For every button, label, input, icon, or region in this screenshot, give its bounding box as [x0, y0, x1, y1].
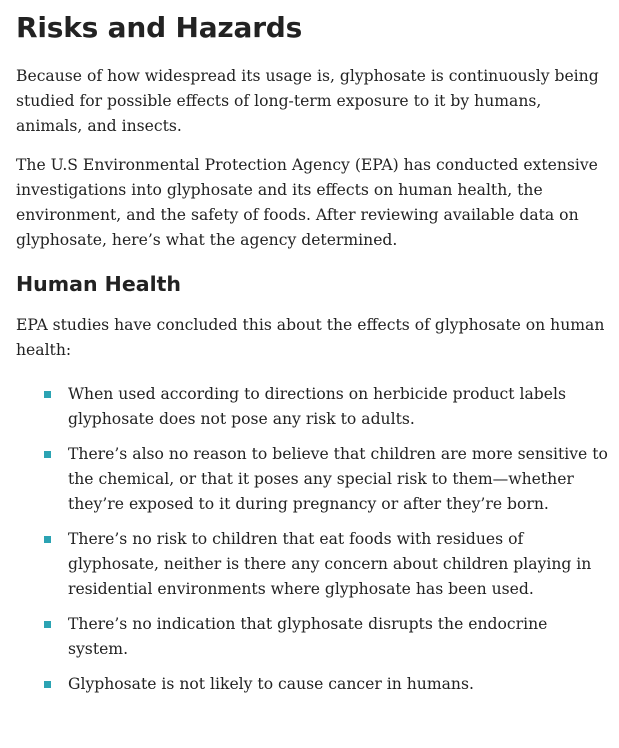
- list-item-text: There’s no indication that glyphosate disrupts the endocrine system.: [68, 615, 548, 658]
- square-bullet-icon: [44, 536, 51, 543]
- list-item-text: Glyphosate is not likely to cause cancer in humans.: [68, 675, 474, 693]
- section-heading-human-health: Human Health: [16, 272, 181, 296]
- article: [16, 0, 606, 707]
- bullet-list: [16, 382, 606, 697]
- intro-paragraph-2: The U.S Environmental Protection Agency (EPA) has conducted extensive investigations into glyphosate and its effects on human health, the environment, and the safety of foods. After reviewing available data on glyphosate, here’s what the agency determined.: [16, 156, 598, 249]
- square-bullet-icon: [44, 621, 51, 628]
- list-item-text: When used according to directions on herbicide product labels glyphosate does not pose any risk to adults.: [68, 385, 566, 428]
- list-item: [16, 382, 608, 432]
- square-bullet-icon: [44, 451, 51, 458]
- intro-paragraph-1: Because of how widespread its usage is, glyphosate is continuously being studied for possible effects of long-term exposure to it by humans, animals, and insects.: [16, 67, 599, 135]
- section-lead-paragraph: EPA studies have concluded this about the effects of glyphosate on human health:: [16, 316, 605, 359]
- list-item: [16, 612, 608, 662]
- list-item-text: There’s also no reason to believe that children are more sensitive to the chemical, or that it poses any special risk to them—whether they’re exposed to it during pregnancy or after they’re born.: [68, 445, 608, 513]
- page-title: Risks and Hazards: [16, 11, 303, 44]
- list-item: [16, 672, 608, 697]
- list-item: [16, 442, 608, 517]
- square-bullet-icon: [44, 391, 51, 398]
- list-item-text: There’s no risk to children that eat foods with residues of glyphosate, neither is there any concern about children playing in residential environments where glyphosate has been used.: [68, 530, 592, 598]
- square-bullet-icon: [44, 681, 51, 688]
- list-item: [16, 527, 608, 602]
